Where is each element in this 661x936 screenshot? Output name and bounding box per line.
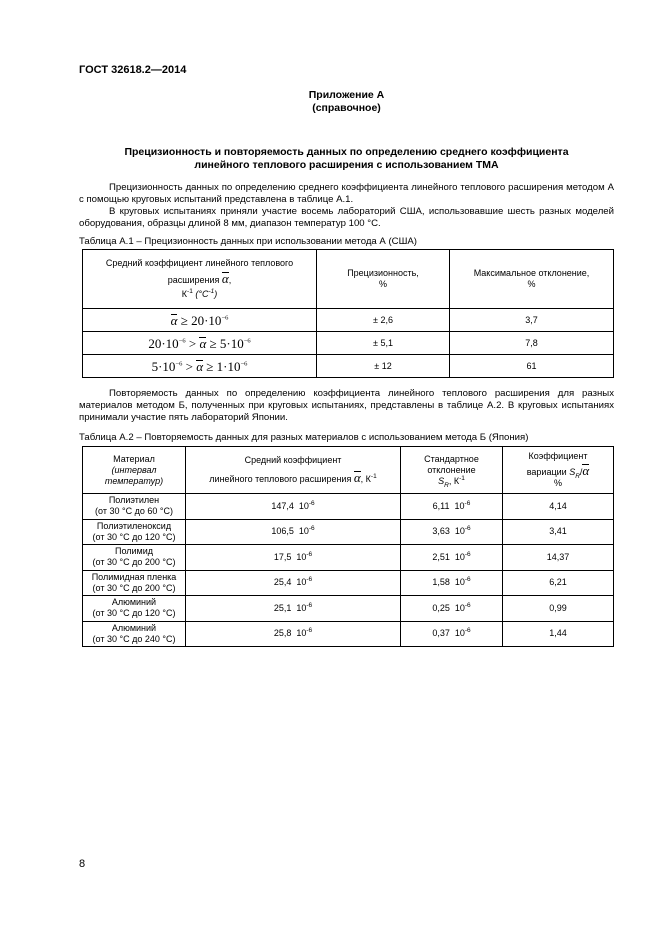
cte-exp: -6: [308, 499, 315, 507]
table2-col3-line3: [404, 476, 499, 487]
table1-col1-line1: Средний коэффициент линейного теплового: [105, 258, 294, 268]
table2-cv-cell: 14,37: [503, 545, 614, 571]
document-standard-id: ГОСТ 32618.2—2014: [79, 64, 187, 76]
table2-sd-cell: 6,11 $10^{-6}$: [401, 494, 503, 520]
table2-col1-sublabel: (интервал температур): [104, 464, 164, 486]
section-heading-line1: Прецизионность и повторяемость данных по определению среднего коэффициента: [124, 146, 569, 158]
table2-col1-label: Материал: [113, 453, 155, 464]
paragraph-repeatability: Повторяемость данных по определению коэффициента линейного теплового расширения для разных материалов методом Б, полученных при круговых испытаниях, представлены в таблице А.2. В круговых испытаниях принимали участие пять лабораторий Японии.: [79, 388, 614, 423]
table2-cte-cell: 25,1 $10^{-6}$: [186, 596, 401, 622]
table2-row: [83, 621, 614, 647]
material-name: Алюминий: [111, 622, 157, 633]
table2-col2-unit: , К: [360, 474, 371, 484]
section-heading-line2: линейного теплового расширения с использованием ТМА: [194, 159, 499, 171]
table1-maxdev-cell: 61: [450, 355, 614, 378]
table2-col3-unit-exp: -1: [459, 474, 465, 482]
table2-row: [83, 519, 614, 545]
material-temp-range: (от 30 °С до 60 °С): [95, 506, 173, 517]
material-temp-range: (от 30 °С до 200 °С): [92, 582, 176, 593]
material-name: Полимидная пленка: [91, 571, 177, 582]
cte-exp: -6: [306, 576, 313, 584]
table2-col-cte: [186, 447, 401, 494]
sd-exp: -6: [464, 525, 471, 533]
sd-value: 3,63: [432, 526, 450, 537]
table2-col2-label: линейного теплового расширения: [209, 474, 352, 484]
table2-col-sd: [401, 447, 503, 494]
unit-k-exp: -1: [187, 288, 193, 295]
table2-sd-cell: 0,37 $10^{-6}$: [401, 621, 503, 647]
table1: [82, 249, 614, 378]
table1-maxdev-cell: 7,8: [450, 332, 614, 355]
cte-exp: -6: [306, 601, 313, 609]
cte-value: 25,1: [273, 602, 292, 613]
table1-row: [83, 332, 614, 355]
table2-material-cell: [83, 621, 186, 647]
table2-col3-line1: Стандартное: [424, 453, 479, 464]
table2-sd-cell: 3,63 $10^{-6}$: [401, 519, 503, 545]
table1-col-precision: [317, 250, 450, 309]
table1-col-max-deviation: [450, 250, 614, 309]
table2-cv-cell: 6,21: [503, 570, 614, 596]
table2-cv-cell: 1,44: [503, 621, 614, 647]
paragraph-participants: В круговых испытаниях приняли участие восемь лабораторий США, использовавшие шесть разных моделей оборудования, образцы длиной 8 мм, диапазон температур 100 °С.: [79, 206, 614, 229]
table1-maxdev-cell: 3,7: [450, 309, 614, 332]
table1-col2-unit: %: [378, 279, 387, 289]
cte-exp: -6: [306, 627, 313, 635]
table2-sd-cell: 2,51 $10^{-6}$: [401, 545, 503, 571]
table1-precision-cell: ± 2,6: [317, 309, 450, 332]
cte-value: 17,5: [273, 551, 292, 562]
table2-cv-cell: 0,99: [503, 596, 614, 622]
table2-material-cell: [83, 545, 186, 571]
sd-symbol: S: [438, 475, 445, 486]
table2-col-material: [83, 447, 186, 494]
sd-symbol-sub: R: [444, 481, 449, 489]
sd-value: 0,25: [432, 602, 450, 613]
appendix-heading: [79, 89, 614, 115]
table2-material-cell: [83, 519, 186, 545]
table2-cte-cell: 25,4 $10^{-6}$: [186, 570, 401, 596]
table2-col-cv: [503, 447, 614, 494]
table2-material-cell: [83, 494, 186, 520]
table1-col-coefficient: [83, 250, 317, 309]
cte-exp: -6: [306, 550, 313, 558]
sd-value: 0,37: [432, 628, 450, 639]
material-name: Полиэтиленоксид: [96, 520, 172, 531]
table1-col1-unit: $К^{-1}$ $(^\circ С^{-1})$: [181, 288, 218, 299]
table2-row: [83, 545, 614, 571]
appendix-subtitle: (справочное): [312, 102, 381, 114]
table2-sd-cell: 0,25 $10^{-6}$: [401, 596, 503, 622]
table2-cte-cell: 147,4 $10^{-6}$: [186, 494, 401, 520]
table2-col2-line2: [189, 472, 397, 485]
table2-material-cell: [83, 570, 186, 596]
table1-col3-label: Максимальное отклонение,: [473, 268, 590, 278]
table2-sd-cell: 1,58 $10^{-6}$: [401, 570, 503, 596]
table1-range-cell: $\alpha \ge 20\cdot 10^{-6}$: [83, 309, 317, 332]
table2-cv-cell: 4,14: [503, 494, 614, 520]
sd-value: 6,11: [432, 500, 450, 511]
table2-col3-line2: отклонение: [427, 464, 476, 475]
table2-col4-label: вариации: [526, 467, 567, 477]
table2-col4-line1: Коэффициент: [528, 451, 588, 461]
cte-value: 25,4: [273, 577, 292, 588]
table1-range-cell: $5\cdot 10^{-6} > \alpha \ge 1\cdot 10^{-6}$: [83, 355, 317, 378]
alpha-symbol: α: [353, 470, 361, 485]
sd-value: 2,51: [432, 551, 450, 562]
material-name: Полиэтилен: [108, 495, 160, 506]
sd-exp: -6: [464, 499, 471, 507]
paragraph-precision: Прецизионность данных по определению среднего коэффициента линейного теплового расширения методом А с помощью круговых испытаний представлена в таблице А.1.: [79, 182, 614, 205]
table2-row: [83, 494, 614, 520]
sd-exp: -6: [464, 627, 471, 635]
table2-material-cell: [83, 596, 186, 622]
table2-cte-cell: 17,5 $10^{-6}$: [186, 545, 401, 571]
table2: [82, 446, 614, 647]
material-name: Полимид: [114, 546, 154, 557]
table2-cv-cell: 3,41: [503, 519, 614, 545]
table1-col3-unit: %: [527, 279, 536, 289]
material-temp-range: (от 30 °С до 120 °С): [92, 608, 176, 619]
unit-k: К: [181, 289, 188, 299]
appendix-title: Приложение А: [308, 89, 385, 101]
sd-value: 1,58: [432, 577, 450, 588]
table2-cte-cell: 25,8 $10^{-6}$: [186, 621, 401, 647]
table1-col1-label: расширения: [167, 275, 220, 285]
table1-row: [83, 355, 614, 378]
material-name: Алюминий: [111, 597, 157, 608]
table1-precision-cell: ± 12: [317, 355, 450, 378]
table2-header-row: [83, 447, 614, 494]
table1-header-row: [83, 250, 614, 309]
sd-exp: -6: [464, 601, 471, 609]
table2-col4-line2: вариации $S_R/\alpha$: [526, 463, 590, 480]
table1-col1-comma: ,: [228, 275, 232, 285]
section-heading: [79, 146, 614, 172]
table2-col2-unit-exp: -1: [370, 473, 377, 480]
table1-col1-line2: [86, 273, 313, 286]
cte-value: 106,5: [271, 526, 294, 537]
material-temp-range: (от 30 °С до 240 °С): [92, 633, 176, 644]
page-number: 8: [79, 858, 86, 870]
cte-value: 25,8: [273, 628, 292, 639]
alpha-symbol: α: [221, 271, 229, 286]
table2-cte-cell: 106,5 $10^{-6}$: [186, 519, 401, 545]
table2-col4-unit: %: [553, 478, 562, 488]
table1-range-cell: $20\cdot 10^{-6} > \alpha \ge 5\cdot 10^{-6}$: [83, 332, 317, 355]
table1-precision-cell: ± 5,1: [317, 332, 450, 355]
table2-caption: Таблица А.2 – Повторяемость данных для разных материалов с использованием метода Б (Япония): [79, 432, 529, 443]
unit-c-exp: -1: [208, 288, 215, 295]
cte-value: 147,4: [271, 500, 294, 511]
table2-row: [83, 596, 614, 622]
sd-exp: -6: [464, 576, 471, 584]
table1-col2-label: Прецизионность,: [347, 268, 419, 278]
table1-row: [83, 309, 614, 332]
unit-c: С: [201, 289, 209, 299]
table2-row: [83, 570, 614, 596]
table2-body: [83, 494, 614, 647]
table2-col3-unit: , К: [448, 475, 460, 486]
material-temp-range: (от 30 °С до 120 °С): [92, 531, 176, 542]
table1-caption: Таблица А.1 – Прецизионность данных при использовании метода А (США): [79, 236, 417, 247]
table2-col2-line1: Средний коэффициент: [244, 455, 342, 465]
cte-exp: -6: [308, 525, 315, 533]
sd-exp: -6: [464, 550, 471, 558]
material-temp-range: (от 30 °С до 200 °С): [92, 557, 176, 568]
